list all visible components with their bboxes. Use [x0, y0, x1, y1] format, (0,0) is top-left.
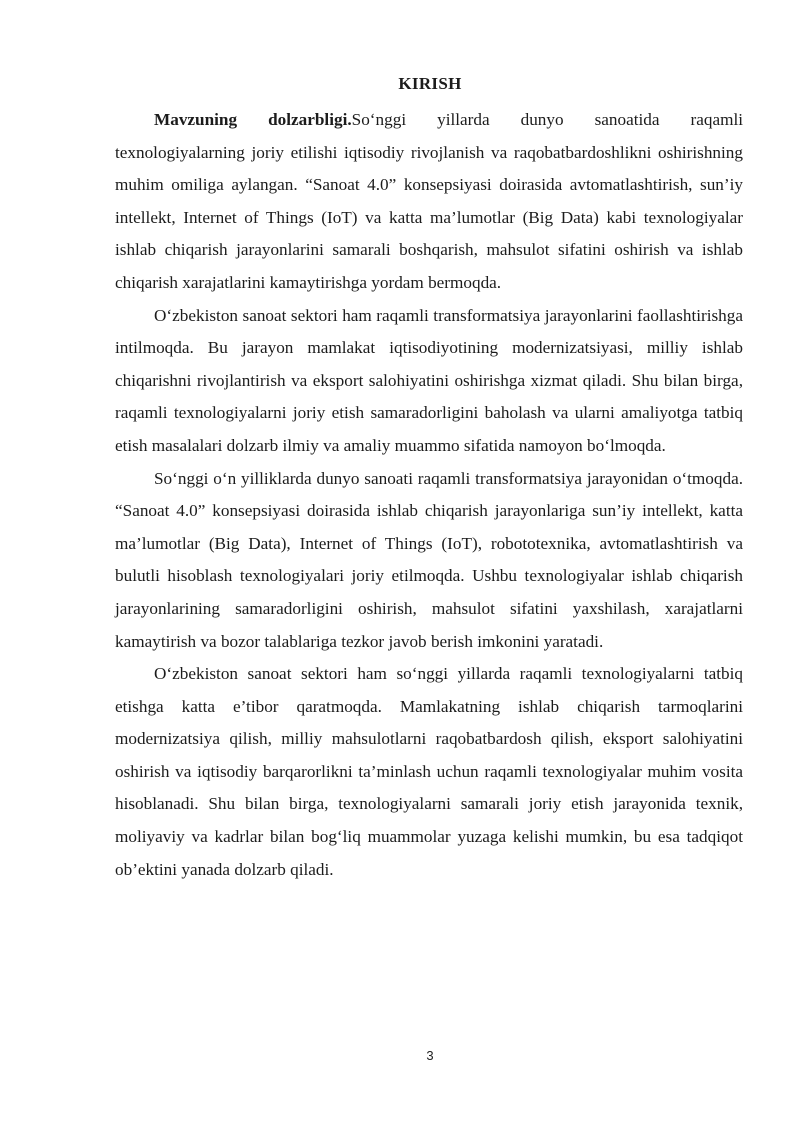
paragraph: O‘zbekiston sanoat sektori ham raqamli transformatsiya jarayonlarini faollashtirishga intilmoqda. Bu jarayon mamlakat iqtisodiyotining modernizatsiyasi, milliy ishlab chiqarishni rivojlantirish va eksport salohiyatini oshirishga xizmat qiladi. Shu bilan birga, raqamli texnologiyalarni joriy etish samaradorligini baholash va ularni amaliyotga tatbiq etish masalalari dolzarb ilmiy va amaliy muammo sifatida namoyon bo‘lmoqda. — [115, 305, 743, 455]
paragraph-lead: Mavzuning dolzarbligi. — [154, 110, 352, 129]
body-text — [115, 104, 743, 886]
paragraph: O‘zbekiston sanoat sektori ham so‘nggi yillarda raqamli texnologiyalarni tatbiq etishga katta e’tibor qaratmoqda. Mamlakatning ishlab chiqarish tarmoqlarini modernizatsiya qilish, milliy mahsulotlarni raqobatbardosh qilish, eksport salohiyatini oshirish va iqtisodiy barqarorlikni ta’minlash uchun raqamli texnologiyalar muhim vosita hisoblanadi. Shu bilan birga, texnologiyalarni samarali joriy etish jarayonida texnik, moliyaviy va kadrlar bilan bog‘liq muammolar yuzaga kelishi mumkin, bu esa tadqiqot ob’ektini yanada dolzarb qiladi. — [115, 664, 743, 879]
paragraph-relevance — [115, 104, 743, 300]
page-number: 3 — [426, 1048, 434, 1063]
paragraph: So‘nggi o‘n yilliklarda dunyo sanoati raqamli transformatsiya jarayonidan o‘tmoqda. “Sanoat 4.0” konsepsiyasi doirasida ishlab chiqarish jarayonlariga sun’iy intellekt, katta ma’lumotlar (Big Data), Internet of Things (IoT), robototexnika, avtomatlashtirish va bulutli hisoblash texnologiyalari joriy etilmoqda. Ushbu texnologiyalar ishlab chiqarish jarayonlarining samaradorligini oshirish, mahsulot sifatini yaxshilash, xarajatlarni kamaytirish va bozor talablariga tezkor javob berish imkonini yaratadi. — [115, 468, 743, 651]
paragraph-text: So‘nggi yillarda dunyo sanoatida raqamli texnologiyalarning joriy etilishi iqtisodiy rivojlanish va raqobatbardoshlikni oshirishning muhim omiliga aylangan. “Sanoat 4.0” konsepsiyasi doirasida avtomatlashtirish, sun’iy intellekt, Internet of Things (IoT) va katta ma’lumotlar (Big Data) kabi texnologiyalar ishlab chiqarish jarayonlarini samarali boshqarish, mahsulot sifatini oshirish va ishlab chiqarish xarajatlarini kamaytirishga yordam bermoqda. — [115, 110, 744, 292]
section-heading: KIRISH — [398, 74, 462, 93]
